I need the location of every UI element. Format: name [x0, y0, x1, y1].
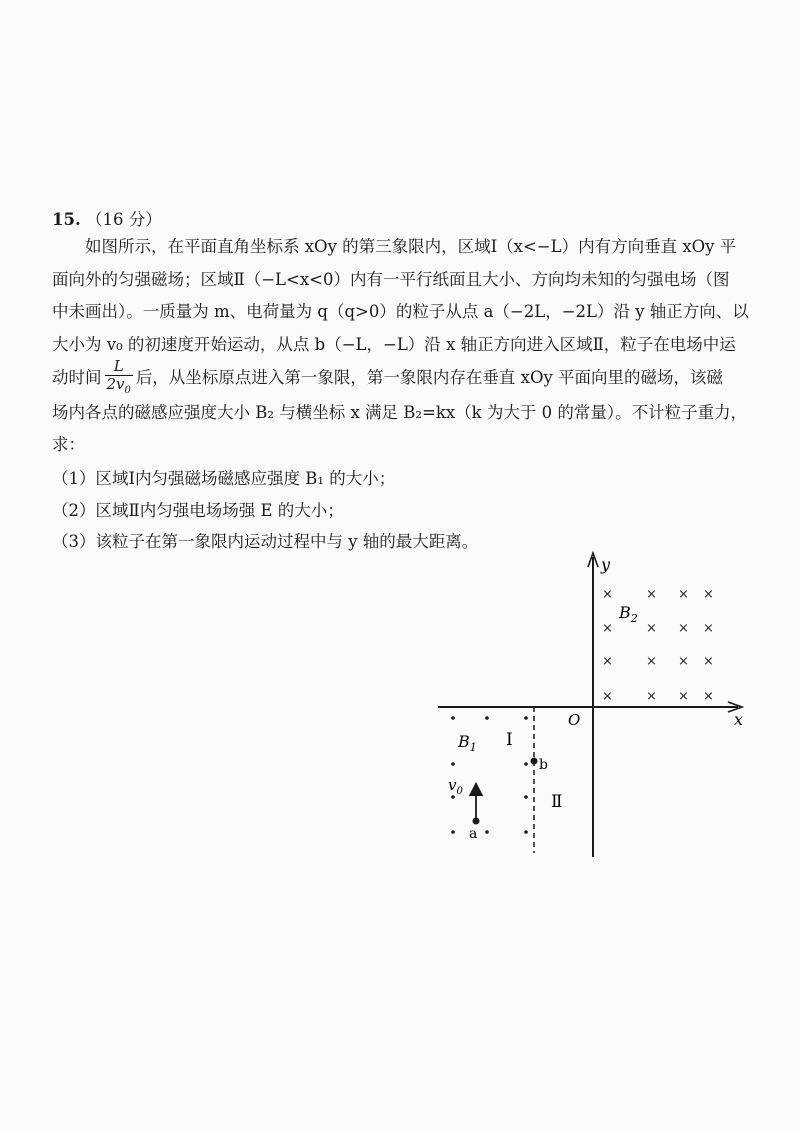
svg-text:×: ×	[678, 587, 689, 602]
x-axis-label: x	[734, 710, 744, 729]
time-fraction	[105, 358, 133, 399]
question-header	[52, 208, 764, 232]
subquestion-3: （3）该粒子在第一象限内运动过程中与 y 轴的最大距离。	[52, 532, 479, 551]
svg-text:×: ×	[602, 621, 613, 636]
question-score: （16 分）	[85, 210, 162, 229]
y-axis-label: y	[601, 555, 611, 574]
region-2-label: Ⅱ	[551, 792, 563, 812]
fraction-denominator: $2v_0$	[106, 375, 131, 396]
svg-text:×: ×	[678, 689, 689, 704]
svg-text:×: ×	[646, 689, 657, 704]
question-line-1: 如图所示，在平面直角坐标系 xOy 的第三象限内，区域Ⅰ（x<−L）内有方向垂直 xOy 平	[85, 237, 737, 256]
line5-after: 后，从坐标原点进入第一象限，第一象限内存在垂直 xOy 平面向里的磁场，该磁	[135, 368, 724, 387]
question-line-5	[52, 358, 764, 399]
question-line-3: 中未画出）。一质量为 m、电荷量为 q（q>0）的粒子从点 a（−2L，−2L）沿 y 轴正方向、以	[52, 302, 749, 321]
question-line-4: 大小为 v₀ 的初速度开始运动，从点 b（−L，−L）沿 x 轴正方向进入区域Ⅱ，粒子在电场中运	[52, 335, 736, 354]
point-a-label: a	[469, 826, 478, 842]
v0-label: $v_0$	[448, 776, 463, 797]
question-line-2: 面向外的匀强磁场；区域Ⅱ（−L<x<0）内有一平行纸面且大小、方向均未知的匀强电场（图	[52, 270, 730, 289]
svg-text:×: ×	[703, 654, 714, 669]
svg-text:×: ×	[646, 654, 657, 669]
svg-text:×: ×	[678, 654, 689, 669]
fraction-numerator: L	[105, 358, 133, 376]
coordinate-figure	[420, 545, 760, 875]
point-b-label: b	[539, 757, 548, 773]
svg-text:×: ×	[678, 621, 689, 636]
origin-label: O	[568, 711, 581, 729]
svg-text:×: ×	[602, 587, 613, 602]
svg-text:×: ×	[703, 689, 714, 704]
region-1-label: Ⅰ	[506, 730, 513, 750]
b2-label: $B_2$	[619, 603, 638, 625]
b1-label: $B_1$	[458, 732, 477, 754]
question-line-6: 场内各点的磁感应强度大小 B₂ 与横坐标 x 满足 B₂=kx（k 为大于 0 的常量）。不计粒子重力，	[52, 403, 748, 422]
svg-text:×: ×	[646, 621, 657, 636]
point-b	[531, 758, 538, 765]
subquestion-2: （2）区域Ⅱ内匀强电场场强 E 的大小；	[52, 501, 344, 520]
question-line-7: 求：	[52, 435, 85, 454]
line5-before: 动时间	[52, 368, 102, 387]
svg-text:×: ×	[602, 689, 613, 704]
question-number: 15.	[52, 210, 81, 229]
subquestion-1: （1）区域Ⅰ内匀强磁场磁感应强度 B₁ 的大小；	[52, 469, 396, 488]
svg-text:×: ×	[703, 587, 714, 602]
svg-text:×: ×	[602, 654, 613, 669]
svg-text:×: ×	[646, 587, 657, 602]
svg-text:×: ×	[703, 621, 714, 636]
